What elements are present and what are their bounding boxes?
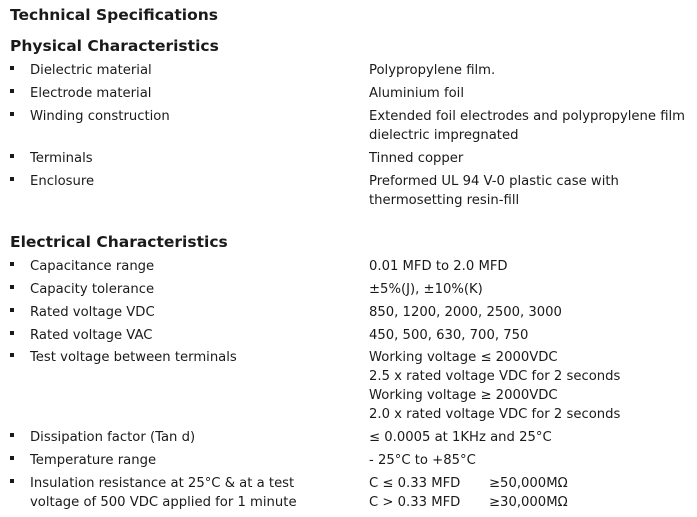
spec-label: Test voltage between terminals [30,350,237,365]
bullet-icon [10,308,14,312]
insulation-value: ≥50,000MΩ [489,476,568,491]
bullet-icon [10,66,14,70]
spec-label: Winding construction [30,109,170,124]
electrical-heading: Electrical Characteristics [10,233,228,251]
bullet-icon [10,177,14,181]
spec-label: Capacitance range [30,259,155,274]
page-title: Technical Specifications [10,6,218,24]
insulation-condition: C > 0.33 MFD [369,495,461,510]
spec-value: 450, 500, 630, 700, 750 [369,328,529,343]
bullet-icon [10,262,14,266]
spec-label: Terminals [30,151,93,166]
spec-value: ≤ 0.0005 at 1KHz and 25°C [369,430,552,445]
bullet-icon [10,456,14,460]
bullet-icon [10,353,14,357]
spec-label: Dielectric material [30,63,152,78]
spec-value: 0.01 MFD to 2.0 MFD [369,259,508,274]
spec-label: Dissipation factor (Tan d) [30,430,196,445]
spec-value: Aluminium foil [369,86,465,101]
bullet-icon [10,331,14,335]
bullet-icon [10,285,14,289]
spec-label: Temperature range [30,453,157,468]
spec-label: Rated voltage VDC [30,305,155,320]
spec-value: Extended foil electrodes and polypropylene film dielectric impregnated [369,109,686,143]
insulation-condition: C ≤ 0.33 MFD [369,476,461,491]
spec-value: 850, 1200, 2000, 2500, 3000 [369,305,562,320]
physical-heading: Physical Characteristics [10,37,219,55]
bullet-icon [10,433,14,437]
spec-value: ±5%(J), ±10%(K) [369,282,483,297]
bullet-icon [10,89,14,93]
insulation-values [369,474,568,512]
insulation-value: ≥30,000MΩ [489,495,568,510]
spec-label: Electrode material [30,86,152,101]
spec-value: Working voltage ≤ 2000VDC 2.5 x rated voltage VDC for 2 seconds Working voltage ≥ 2000VDC 2.0 x rated voltage VDC for 2 seconds [369,350,621,422]
insulation-line [369,493,568,512]
spec-label: Capacity tolerance [30,282,155,297]
bullet-icon [10,479,14,483]
spec-label: Rated voltage VAC [30,328,153,343]
spec-value: Polypropylene film. [369,63,496,78]
spec-value: Tinned copper [369,151,464,166]
spec-label: Enclosure [30,174,95,189]
insulation-line [369,474,568,493]
spec-value: - 25°C to +85°C [369,453,476,468]
spec-label: Insulation resistance at 25°C & at a test voltage of 500 VDC applied for 1 minute [30,476,297,510]
spec-value: Preformed UL 94 V-0 plastic case with thermosetting resin-fill [369,174,619,208]
bullet-icon [10,154,14,158]
bullet-icon [10,112,14,116]
